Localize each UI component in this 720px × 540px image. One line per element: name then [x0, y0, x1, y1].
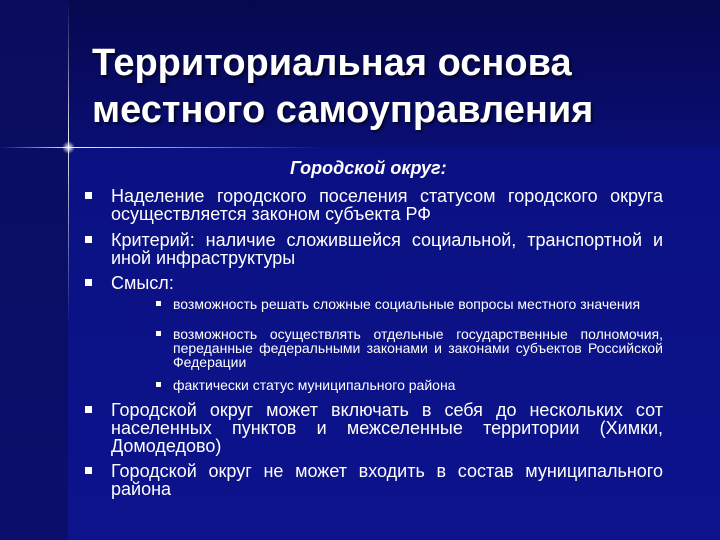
title-line-1: Территориальная основа — [92, 42, 572, 84]
square-bullet-icon — [156, 301, 161, 306]
list-item-text: Городской округ не может входить в состав муниципального района — [111, 461, 663, 499]
slide-subtitle: Городской округ: — [290, 158, 447, 178]
horizontal-accent-line — [0, 147, 720, 148]
list-item — [111, 462, 663, 498]
list-item — [111, 187, 663, 223]
square-bullet-icon — [85, 279, 92, 286]
list-item-text: Смысл: — [111, 273, 174, 293]
sub-list-item — [173, 378, 663, 392]
list-item — [111, 231, 663, 267]
list-item-text: Критерий: наличие сложившейся социальной, транспортной и иной инфраструктуры — [111, 230, 663, 268]
sub-list-item — [173, 327, 663, 369]
square-bullet-icon — [85, 467, 92, 474]
square-bullet-icon — [85, 406, 92, 413]
list-item-text: Городской округ может включать в себя до нескольких сот населенных пунктов и межселенные территории (Химки, Домодедово) — [111, 400, 663, 456]
vertical-accent-line — [68, 0, 69, 540]
list-item — [111, 401, 663, 455]
slide-title — [92, 40, 692, 134]
square-bullet-icon — [156, 331, 161, 336]
square-bullet-icon — [156, 382, 161, 387]
square-bullet-icon — [85, 236, 92, 243]
sub-list-item-text: фактически статус муниципального района — [173, 377, 456, 393]
sub-list-item-text: возможность осуществлять отдельные государственные полномочия, переданные федеральными законами и законами субъектов Российской Федерации — [173, 326, 663, 370]
square-bullet-icon — [85, 192, 92, 199]
list-item — [111, 274, 663, 292]
list-item-text: Наделение городского поселения статусом городского округа осуществляется законом субъекта РФ — [111, 186, 663, 224]
sparkle-icon — [62, 141, 75, 154]
sub-list-item-text: возможность решать сложные социальные вопросы местного значения — [173, 296, 641, 312]
left-band — [0, 0, 68, 540]
sub-list-item — [173, 297, 663, 311]
title-line-2: местного самоуправления — [92, 89, 594, 131]
